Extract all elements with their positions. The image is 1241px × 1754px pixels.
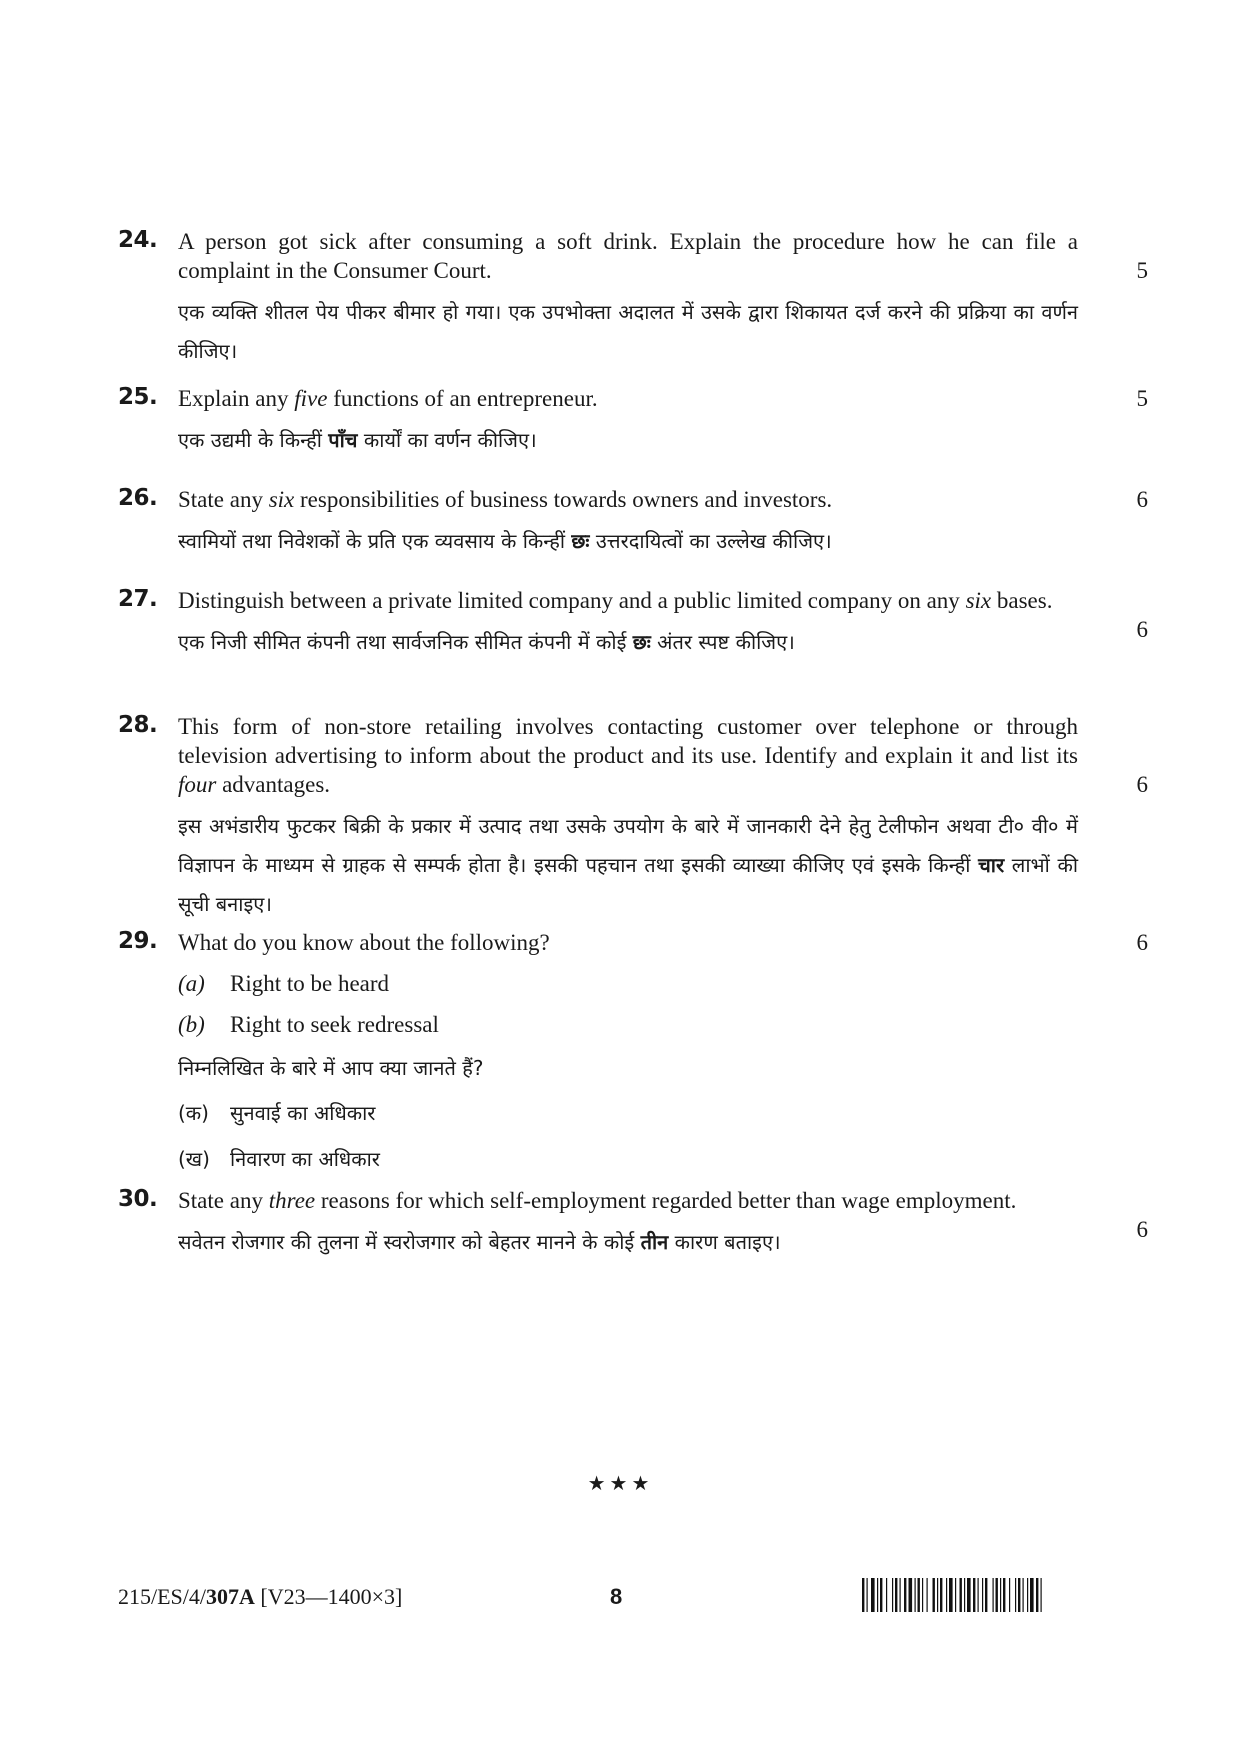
question-26: [118, 485, 1148, 561]
sub-options-en: [178, 963, 1078, 1045]
question-text-en: Distinguish between a private limited company and a public limited company on any six bases.: [178, 588, 1053, 613]
question-24: [118, 227, 1148, 371]
marks: 6: [1136, 487, 1148, 512]
question-number: 30.: [118, 1186, 158, 1212]
marks: 6: [1136, 617, 1148, 642]
paper-code: 215/ES/4/307A [V23—1400×3]: [118, 1584, 403, 1609]
question-number: 27.: [118, 586, 158, 612]
question-text-hi: एक व्यक्ति शीतल पेय पीकर बीमार हो गया। एक उपभोक्ता अदालत में उसके द्वारा शिकायत दर्ज करने की प्रक्रिया का वर्णन कीजिए।: [178, 300, 1078, 363]
barcode: [862, 1578, 1130, 1612]
marks: 6: [1136, 930, 1148, 955]
question-text-hi: इस अभंडारीय फुटकर बिक्री के प्रकार में उत्पाद तथा उसके उपयोग के बारे में जानकारी देने हेतु टेलीफोन अथवा टी० वी० में विज्ञापन के माध्यम से ग्राहक से सम्पर्क होता है। इसकी पहचान तथा इसकी व्याख्या कीजिए एवं इसके किन्हीं चार लाभों की सूची बनाइए।: [178, 814, 1078, 916]
question-text-hi: निम्नलिखित के बारे में आप क्या जानते हैं?: [178, 1056, 484, 1080]
question-text-en: This form of non-store retailing involves contacting customer over telephone or through television advertising to inform about the product and its use. Identify and explain it and list its four advantages.: [178, 714, 1078, 797]
sub-options-hi: [178, 1090, 1078, 1182]
question-29: [118, 928, 1148, 1182]
question-text-hi: एक निजी सीमित कंपनी तथा सार्वजनिक सीमित कंपनी में कोई छः अंतर स्पष्ट कीजिए।: [178, 630, 795, 654]
sub-option: (ख) निवारण का अधिकार: [178, 1147, 380, 1171]
marks: 5: [1136, 386, 1148, 411]
end-marker-stars: ★★★: [587, 1471, 654, 1495]
question-number: 25.: [118, 384, 158, 410]
marks: 5: [1136, 258, 1148, 283]
page-number: 8: [610, 1584, 623, 1609]
question-25: [118, 384, 1148, 460]
question-text-en: Explain any five functions of an entrepreneur.: [178, 386, 598, 411]
question-text-en: State any three reasons for which self-employment regarded better than wage employment.: [178, 1188, 1017, 1213]
question-28: [118, 712, 1148, 924]
question-30: [118, 1186, 1148, 1262]
question-text-en: What do you know about the following?: [178, 930, 550, 955]
question-27: [118, 586, 1148, 662]
question-number: 29.: [118, 928, 158, 954]
question-number: 24.: [118, 227, 158, 253]
question-text-hi: एक उद्यमी के किन्हीं पाँच कार्यों का वर्णन कीजिए।: [178, 428, 537, 452]
sub-option: (क) सुनवाई का अधिकार: [178, 1101, 376, 1125]
question-text-en: State any six responsibilities of business towards owners and investors.: [178, 487, 833, 512]
question-text-en: A person got sick after consuming a soft drink. Explain the procedure how he can file a complaint in the Consumer Court.: [178, 229, 1078, 283]
question-text-hi: स्वामियों तथा निवेशकों के प्रति एक व्यवसाय के किन्हीं छः उत्तरदायित्वों का उल्लेख कीजिए।: [178, 529, 832, 553]
sub-option: (a) Right to be heard: [178, 971, 390, 996]
marks: 6: [1136, 1217, 1148, 1242]
marks: 6: [1136, 772, 1148, 797]
question-text-hi: सवेतन रोजगार की तुलना में स्वरोजगार को बेहतर मानने के कोई तीन कारण बताइए।: [178, 1230, 781, 1254]
sub-option: (b) Right to seek redressal: [178, 1012, 439, 1037]
question-number: 26.: [118, 485, 158, 511]
question-number: 28.: [118, 712, 158, 738]
